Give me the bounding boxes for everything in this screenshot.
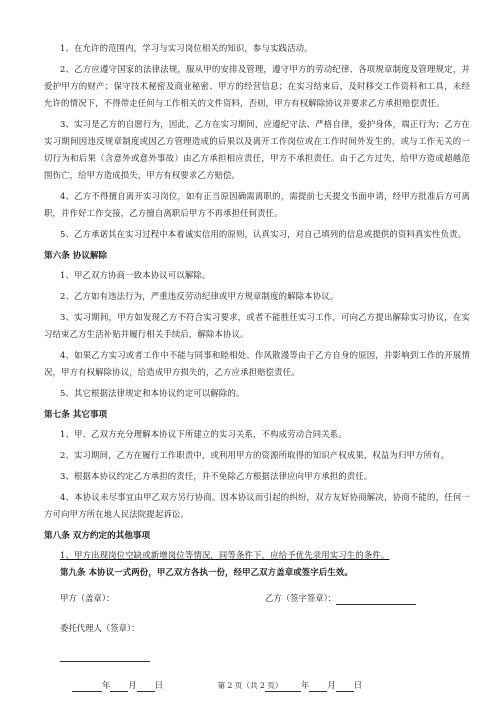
party-b-year-label: 年 xyxy=(301,680,310,690)
clause-6-1: 1、甲乙双方协商一致本协议可以解除。 xyxy=(60,270,211,280)
clause-7-4: 4、本协议未尽事宜由甲乙双方另行协商。因本协议而引起的纠纷，双方友好协商解决，协商不能的，任何一方可向甲方所在地人民法院提起诉讼。 xyxy=(44,492,470,519)
clause-5-2: 2、乙方应遵守国家的法律法规，服从甲的安排及管理，遵守甲方的劳动纪律、各项规章制度及管理规定，并爱护甲方的财产；保守技术秘密及商业秘密、甲方的经营信息；在实习结束后，及时移交工作资料和工具，未经允许的情况下，不得带走任何与工作相关的文件资料，否则，甲方有权解除协议并要求乙方承担赔偿责任。 xyxy=(44,64,470,108)
party-a-day-label: 日 xyxy=(154,680,164,690)
clause-5-3: 3、实习是乙方的自愿行为，因此，乙方在实习期间，应遵纪守法、严格自律，爱护身体，端正行为；乙方在实习期间因违反规章制度或因乙方管理造成的后果以及离开工作岗位或在工作时间外发生的，或与工作无关的一切行为和后果（含意外或意外事故）由乙方承担相应责任，甲方不承担责任。由于乙方过失，给甲方造成超越范围伤亡，给甲方造成损失，甲方有权要求乙方赔偿。 xyxy=(44,119,470,180)
page-footer: 第 2 页（共 2 页） xyxy=(217,681,283,690)
clause-6-3: 3、实习期间，甲方如发现乙方不符合实习要求，或者不能胜任实习工作，可向乙方提出解除实习协议，在实习结束乙方生活补贴并履行相关手续后，解除本协议。 xyxy=(44,312,470,339)
party-b-month-label: 月 xyxy=(327,680,336,690)
party-a-month-label: 月 xyxy=(128,680,137,690)
article-6-heading: 第六条 协议解除 xyxy=(44,251,108,261)
clause-5-1: 1、在允许的范围内，学习与实习岗位相关的知识，参与实践活动。 xyxy=(60,43,313,53)
party-b-signature-line xyxy=(336,594,416,605)
document-page xyxy=(44,40,470,692)
party-b-label: 乙方（签字签章）： xyxy=(265,593,337,603)
agent-signature xyxy=(44,621,273,635)
clause-7-1: 1、甲、乙双方充分理解本协议下所建立的实习关系，不构成劳动合同关系。 xyxy=(60,429,347,439)
agent-label: 委托代理人（签章）： xyxy=(60,623,140,633)
article-5-clauses xyxy=(44,40,470,243)
article-7-heading: 第七条 其它事项 xyxy=(44,410,108,420)
clause-5-4: 4、乙方不得擅自离开实习岗位，如有正当原因确需离职的，需提前七天提交书面申请，经甲方批准后方可离职，并作好工作交接，乙方擅自离职后甲方不再承担任何责任。 xyxy=(44,191,470,218)
clause-6-2: 2、乙方如有违法行为，严重违反劳动纪律或甲方规章制度的解除本协议。 xyxy=(60,291,339,301)
clause-6-4: 4、如果乙方实习或者工作中不能与同事和睦相处、作风散漫等由于乙方自身的原因，并影响到工作的开展情况，甲方有权解除协议，给造成甲方损失的，乙方应承担赔偿责任。 xyxy=(44,350,470,377)
party-b-day-label: 日 xyxy=(353,680,363,690)
party-a-year-label: 年 xyxy=(102,680,111,690)
agent-signature-line-wrap xyxy=(44,643,470,662)
party-signature-row xyxy=(44,591,470,605)
clause-7-3: 3、根据本协议约定乙方承担的责任，并不免除乙方根据法律应向甲方承担的责任。 xyxy=(60,471,373,481)
party-b-signature xyxy=(265,591,470,605)
clause-8-1: 1、甲方出现岗位空缺或新增岗位等情况，同等条件下，应给予优先录用实习生的条件。 xyxy=(60,550,390,560)
agent-signature-line xyxy=(60,651,150,662)
article-8-heading: 第八条 双方约定的其他事项 xyxy=(44,531,151,541)
clause-5-5: 5、乙方承诺其在实习过程中本着诚实信用的原则，认真实习，对自己填列的信息或提供的资料真实性负责。 xyxy=(60,229,467,239)
agent-signature-row xyxy=(44,621,470,635)
party-a-signature xyxy=(44,591,265,605)
party-a-label: 甲方（盖章）： xyxy=(60,593,115,603)
clause-6-5: 5、其它根据法律规定和本协议约定可以解除的。 xyxy=(60,388,245,398)
article-9-statement: 第九条 本协议一式两份，甲乙双方各执一份，经甲乙双方盖章或签字后生效。 xyxy=(60,567,353,577)
clause-7-2: 2、实习期间，乙方在履行工作职责中，或利用甲方的资源所取得的知识产权成果，权益为归甲方所有。 xyxy=(60,450,450,460)
